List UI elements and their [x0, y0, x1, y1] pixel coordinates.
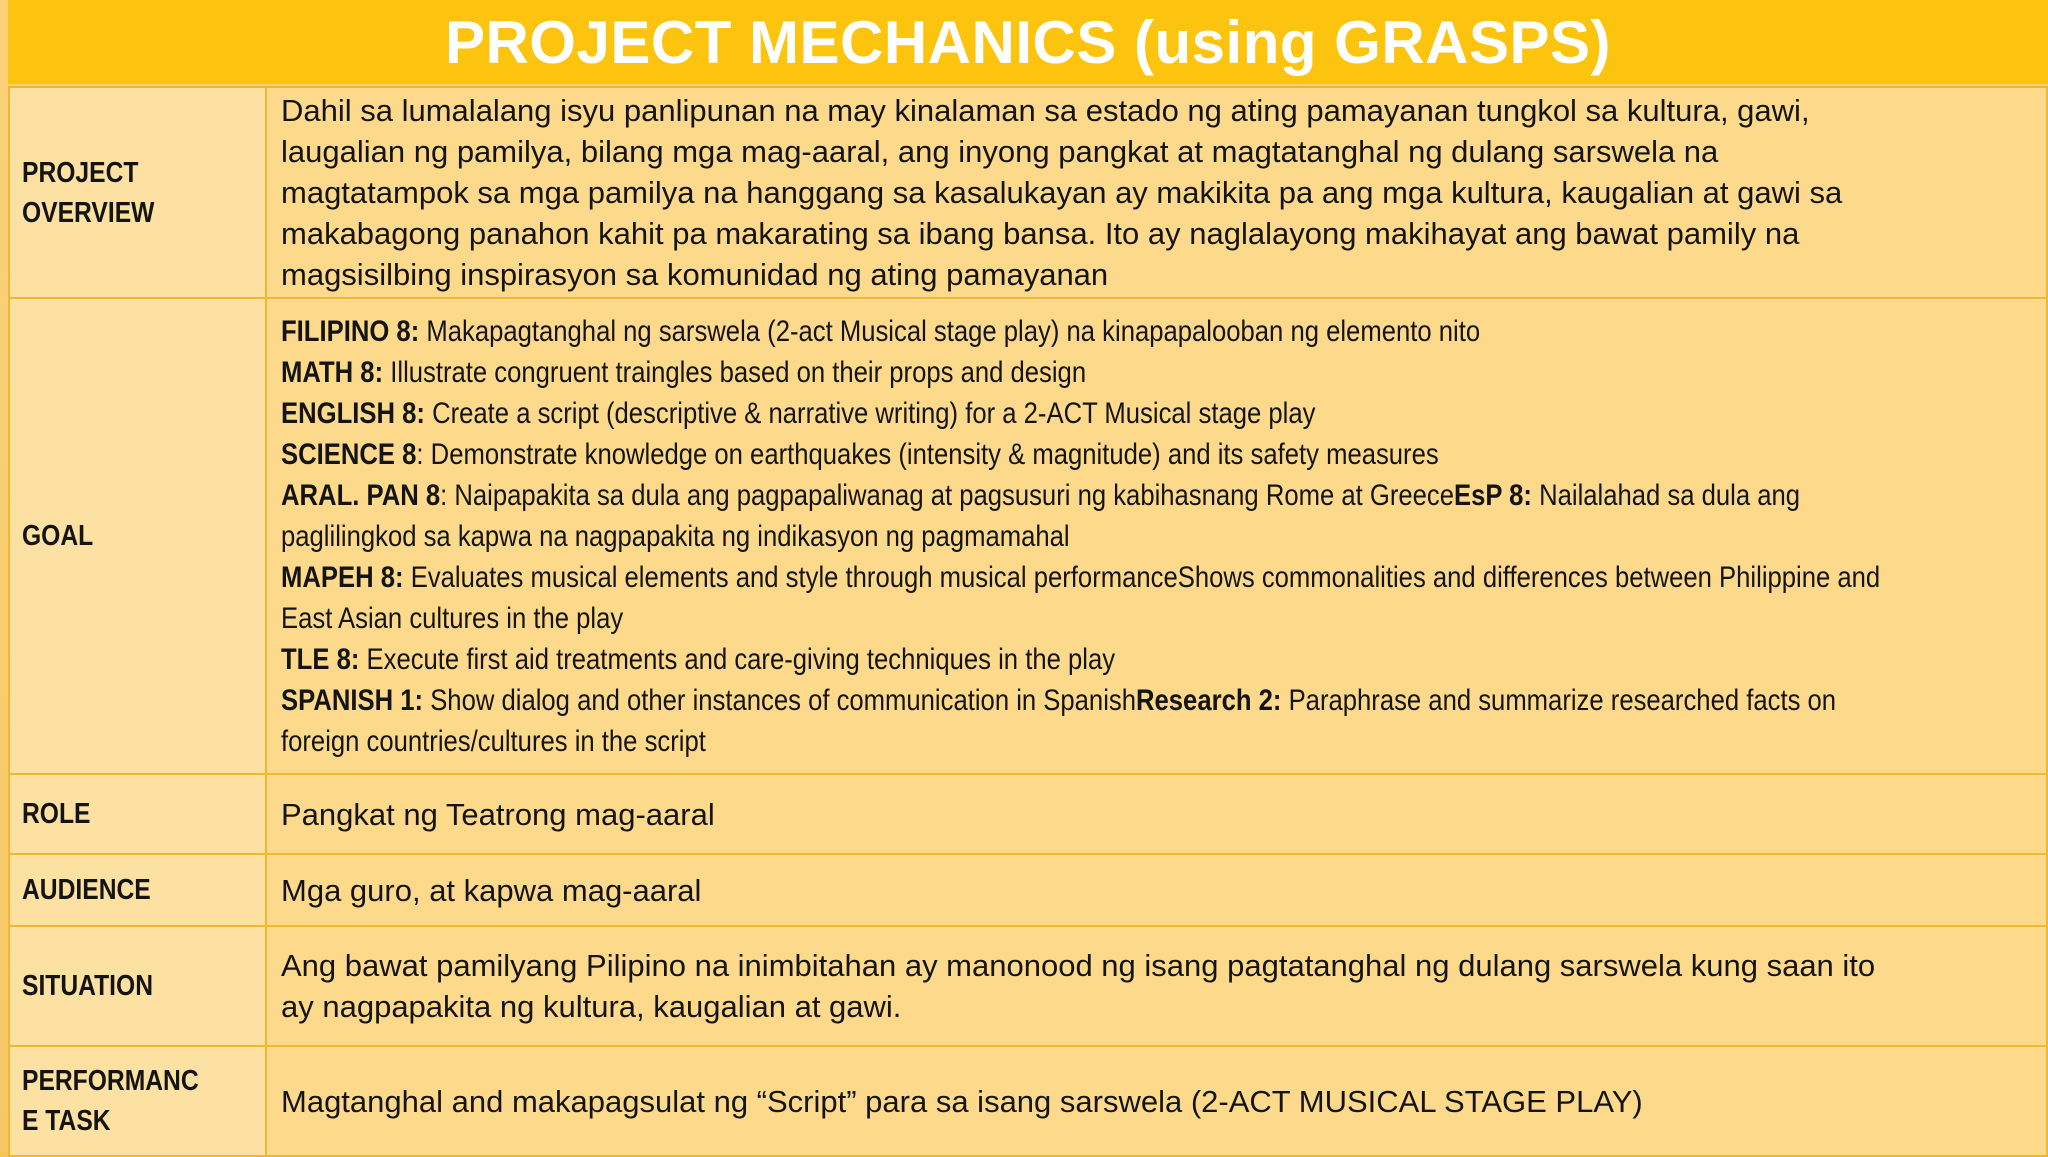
goal-line-english: [281, 393, 2034, 434]
content-project-overview: [266, 87, 2047, 298]
situation-line: Ang bawat pamilyang Pilipino na inimbitahan ay manonood ng isang pagtatanghal ng dulang sarswela kung saan ito: [281, 948, 1876, 983]
subject-label: Research 2:: [1136, 683, 1282, 717]
row-goal: [9, 298, 2047, 774]
goal-text: Evaluates musical elements and style through musical performanceShows commonalities and differences between Philippine and: [403, 560, 1881, 594]
overview-line: makabagong panahon kahit pa makarating sa ibang bansa. Ito ay naglalayong makihayat ang bawat pamily na: [281, 216, 1800, 251]
goal-text: : Demonstrate knowledge on earthquakes (intensity & magnitude) and its safety measures: [416, 437, 1439, 471]
goal-text: foreign countries/cultures in the script: [281, 724, 706, 758]
audience-text: Mga guro, at kapwa mag-aaral: [281, 872, 702, 908]
goal-line-mapeh-cont: [281, 598, 2034, 639]
overview-line: magsisilbing inspirasyon sa komunidad ng ating pamayanan: [281, 257, 1109, 292]
content-audience: [266, 854, 2047, 926]
row-performance-task: [9, 1046, 2047, 1156]
overview-line: Dahil sa lumalalang isyu panlipunan na may kinalaman sa estado ng ating pamayanan tungkol sa kultura, gawi,: [281, 93, 1810, 128]
goal-text: Nailalahad sa dula ang: [1531, 478, 1801, 512]
title-bar: [8, 0, 2048, 84]
label-role: [9, 774, 266, 854]
subject-label: FILIPINO 8:: [281, 314, 420, 348]
label-line: ROLE: [22, 798, 91, 830]
label-project-overview: [9, 87, 266, 298]
goal-text: Create a script (descriptive & narrative writing) for a 2-ACT Musical stage play: [424, 396, 1316, 430]
row-role: [9, 774, 2047, 854]
subject-label: EsP 8:: [1454, 478, 1532, 512]
label-line: E TASK: [22, 1105, 111, 1137]
goal-line-math: [281, 352, 2034, 393]
subject-label: SPANISH 1:: [281, 683, 424, 717]
content-goal: [266, 298, 2047, 774]
goal-text: Execute first aid treatments and care-giving techniques in the play: [359, 642, 1116, 676]
grasps-table: [8, 86, 2048, 1157]
situation-line: ay nagpapakita ng kultura, kaugalian at gawi.: [281, 989, 902, 1024]
goal-line-research-cont: [281, 721, 2034, 762]
content-role: [266, 774, 2047, 854]
subject-label: TLE 8:: [281, 642, 360, 676]
label-line: PERFORMANC: [22, 1065, 199, 1097]
subject-label: ENGLISH 8:: [281, 396, 425, 430]
row-situation: [9, 926, 2047, 1046]
role-text: Pangkat ng Teatrong mag-aaral: [281, 796, 715, 832]
goal-line-spanish-research: [281, 680, 2034, 721]
label-situation: [9, 926, 266, 1046]
goal-text: Paraphrase and summarize researched facts on: [1281, 683, 1837, 717]
label-audience: [9, 854, 266, 926]
goal-line-science: [281, 434, 2034, 475]
row-project-overview: [9, 87, 2047, 298]
label-line: GOAL: [22, 520, 94, 552]
slide-title: PROJECT MECHANICS (using GRASPS): [444, 8, 1612, 76]
subject-label: MATH 8:: [281, 355, 384, 389]
content-situation: [266, 926, 2047, 1046]
label-goal: [9, 298, 266, 774]
goal-text: Illustrate congruent traingles based on their props and design: [383, 355, 1087, 389]
goal-text: Makapagtanghal ng sarswela (2-act Musical stage play) na kinapapalooban ng elemento nito: [419, 314, 1481, 348]
overview-line: laugalian ng pamilya, bilang mga mag-aaral, ang inyong pangkat at magtatanghal ng dulang sarswela na: [281, 134, 1719, 169]
goal-line-aralpan-esp: [281, 475, 2034, 516]
goal-line-filipino: [281, 311, 2034, 352]
row-audience: [9, 854, 2047, 926]
goal-text: East Asian cultures in the play: [281, 601, 624, 635]
goal-line-mapeh: [281, 557, 2034, 598]
goal-text: : Naipapakita sa dula ang pagpapaliwanag at pagsusuri ng kabihasnang Rome at Greece: [440, 478, 1455, 512]
subject-label: SCIENCE 8: [281, 437, 417, 471]
goal-line-esp-cont: [281, 516, 2034, 557]
goal-text: paglilingkod sa kapwa na nagpapakita ng indikasyon ng pagmamahal: [281, 519, 1070, 553]
overview-line: magtatampok sa mga pamilya na hanggang sa kasalukayan ay makikita pa ang mga kultura, kaugalian at gawi sa: [281, 175, 1843, 210]
performance-text: Magtanghal and makapagsulat ng “Script” para sa isang sarswela (2-ACT MUSICAL STAGE PLAY): [281, 1083, 1643, 1119]
label-line: SITUATION: [22, 970, 154, 1002]
goal-text: Show dialog and other instances of communication in Spanish: [423, 683, 1136, 717]
label-line: OVERVIEW: [22, 196, 155, 229]
subject-label: ARAL. PAN 8: [281, 478, 441, 512]
label-line: PROJECT: [22, 156, 139, 189]
content-performance-task: [266, 1046, 2047, 1156]
label-performance-task: [9, 1046, 266, 1156]
subject-label: MAPEH 8:: [281, 560, 404, 594]
label-line: AUDIENCE: [22, 874, 151, 906]
goal-line-tle: [281, 639, 2034, 680]
